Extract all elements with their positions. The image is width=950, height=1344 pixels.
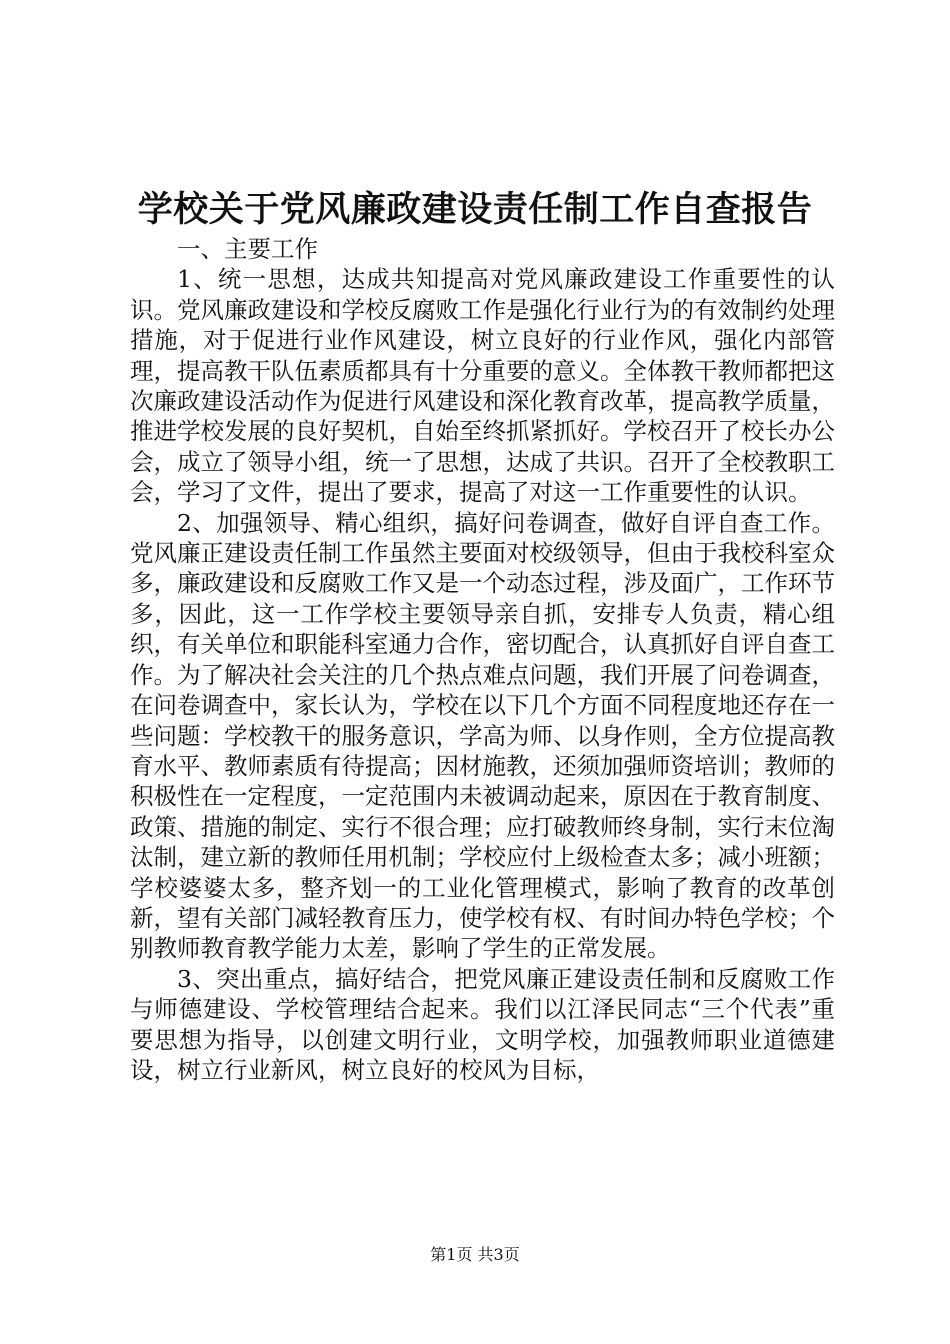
section-heading: 一、主要工作 (177, 235, 318, 263)
paragraph-2: 2、加强领导、精心组织，搞好问卷调查，做好自评自查工作。党风廉正建设责任制工作虽然主要面对校级领导，但由于我校科室众多，廉政建设和反腐败工作又是一个动态过程，涉及面广，工作环节多，因此，这一工作学校主要领导亲自抓，安排专人负责，精心组织，有关单位和职能科室通力合作，密切配合，认真抓好自评自查工作。为了解决社会关注的几个热点难点问题，我们开展了问卷调查，在问卷调查中，家长认为，学校在以下几个方面不同程度地还存在一些问题：学校教干的服务意识，学高为师、以身作则，全方位提高教育水平、教师素质有待提高；因材施教，还须加强师资培训；教师的积极性在一定程度，一定范围内未被调动起来，原因在于教育制度、政策、措施的制定、实行不很合理；应打破教师终身制，实行末位淘汰制，建立新的教师任用机制；学校应付上级检查太多；减小班额；学校婆婆太多，整齐划一的工业化管理模式，影响了教育的改革创新，望有关部门减轻教育压力，使学校有权、有时间办特色学校；个别教师教育教学能力太差，影响了学生的正常发展。 (130, 508, 835, 963)
paragraph-3: 3、突出重点，搞好结合，把党风廉正建设责任制和反腐败工作与师德建设、学校管理结合起来。我们以江泽民同志“三个代表”重要思想为指导，以创建文明行业，文明学校，加强教师职业道德建设，树立行业新风，树立良好的校风为目标， (130, 964, 835, 1084)
document-body (130, 234, 835, 1085)
page-footer: 第1页 共3页 (430, 1245, 520, 1264)
paragraph-1: 1、统一思想，达成共知提高对党风廉政建设工作重要性的认识。党风廉政建设和学校反腐败工作是强化行业行为的有效制约处理措施，对于促进行业作风建设，树立良好的行业作风，强化内部管理，提高教干队伍素质都具有十分重要的意义。全体教干教师都把这次廉政建设活动作为促进行风建设和深化教育改革，提高教学质量，推进学校发展的良好契机，自始至终抓紧抓好。学校召开了校长办公会，成立了领导小组，统一了思想，达成了共识。召开了全校教职工会，学习了文件，提出了要求，提高了对这一工作重要性的认识。 (130, 265, 835, 507)
document-title: 学校关于党风廉政建设责任制工作自查报告 (137, 189, 813, 230)
